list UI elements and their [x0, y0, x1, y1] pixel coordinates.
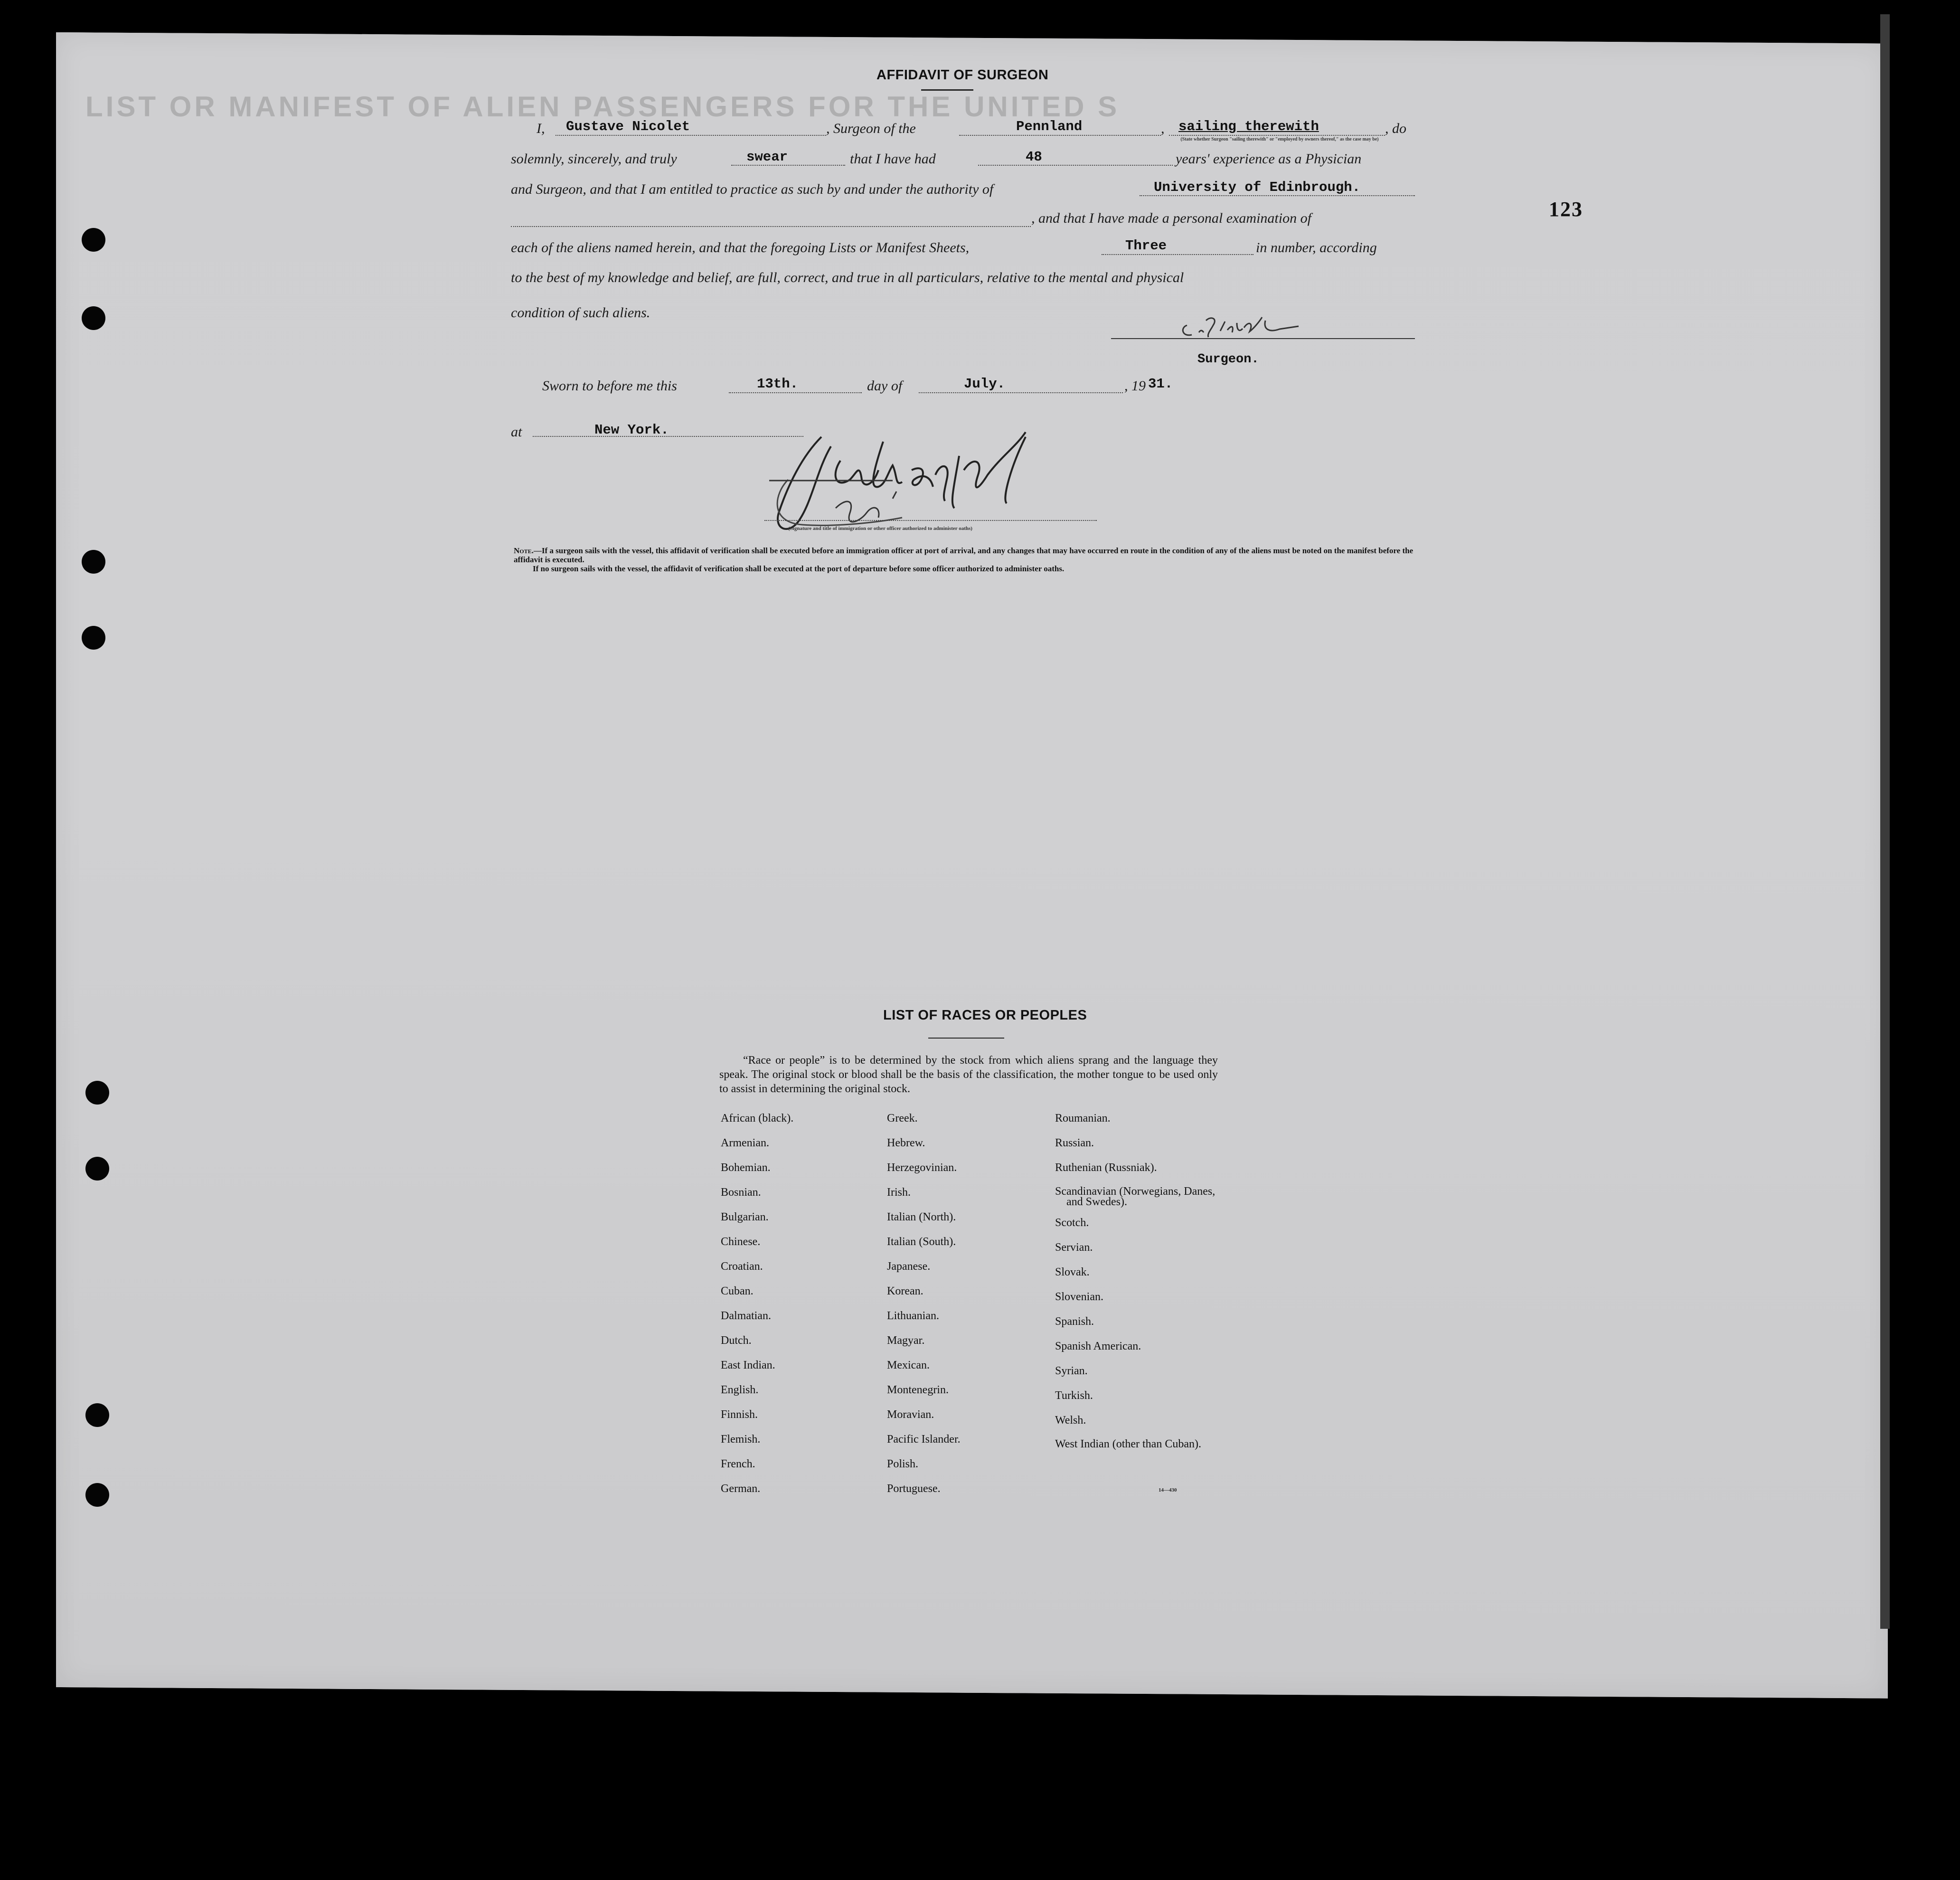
race-item: Turkish. [1055, 1389, 1093, 1402]
races-intro: “Race or people” is to be determined by the stock from which aliens sprang and the language they speak. The original stock or blood shall be the basis of the classification, the mother tongue to be used only to assist in determining the original stock. [719, 1054, 1218, 1095]
fill-line [1102, 254, 1253, 255]
surgeon-name-field: Gustave Nicolet [566, 119, 690, 134]
note-text-2: If no surgeon sails with the vessel, the affidavit of verification shall be executed at the port of departure before some officer authorized to administer oaths. [533, 564, 1065, 573]
races-title: LIST OF RACES OR PEOPLES [883, 1008, 1087, 1023]
race-item: Herzegovinian. [887, 1162, 957, 1174]
affidavit-text: solemnly, sincerely, and truly [511, 151, 677, 167]
fill-line [556, 135, 826, 136]
race-item: Syrian. [1055, 1365, 1088, 1377]
race-item: English. [721, 1384, 759, 1396]
race-item: Scotch. [1055, 1217, 1089, 1229]
fill-line [731, 165, 845, 166]
race-item: Chinese. [721, 1236, 761, 1248]
affidavit-text: , 19 [1124, 378, 1146, 394]
affidavit-text: , do [1385, 121, 1406, 136]
note-text-1: —If a surgeon sails with the vessel, this affidavit of verification shall be executed before an immigration officer at port of arrival, and any changes that may have occurred en route in the condition of any of the aliens must be noted on the manifest before the affidavit is executed. [514, 546, 1413, 564]
sworn-year-field: 31. [1148, 376, 1173, 392]
race-item: Magyar. [887, 1334, 925, 1347]
punch-hole [85, 1081, 109, 1105]
race-item: Pacific Islander. [887, 1433, 961, 1445]
race-item: German. [721, 1483, 761, 1495]
race-item: Polish. [887, 1458, 919, 1470]
race-item: Montenegrin. [887, 1384, 949, 1396]
affidavit-text: I, [537, 121, 545, 136]
race-item: Mexican. [887, 1359, 930, 1371]
oath-type-field: swear [746, 149, 788, 165]
sworn-day-field: 13th. [757, 376, 799, 392]
race-item: Armenian. [721, 1137, 769, 1149]
races-column-2 [887, 1112, 961, 1507]
punch-hole [85, 1403, 109, 1427]
years-experience-field: 48 [1026, 149, 1042, 165]
race-item: Slovak. [1055, 1266, 1090, 1278]
race-item: Croatian. [721, 1260, 763, 1273]
fill-line [959, 135, 1161, 136]
fill-line [978, 165, 1173, 166]
race-item: Servian. [1055, 1241, 1093, 1254]
race-item: Dalmatian. [721, 1310, 771, 1322]
punch-hole [82, 626, 105, 650]
affidavit-text: condition of such aliens. [511, 305, 650, 321]
race-item: Russian. [1055, 1137, 1094, 1149]
races-title-rule [928, 1038, 1004, 1039]
punch-hole [82, 306, 105, 330]
races-column-3 [1055, 1112, 1228, 1459]
surgeon-signature [1178, 311, 1320, 349]
bleed-through-text: LIST OR MANIFEST OF ALIEN PASSENGERS FOR THE UNITED S [85, 91, 1120, 123]
fill-line [919, 392, 1123, 393]
race-item: Spanish American. [1055, 1340, 1141, 1352]
affidavit-text: years' experience as a Physician [1176, 151, 1362, 167]
race-item: Korean. [887, 1285, 923, 1297]
affidavit-text: Sworn to before me this [542, 378, 677, 394]
surgeon-label: Surgeon. [1197, 352, 1259, 367]
affidavit-text: to the best of my knowledge and belief, are full, correct, and true in all particulars, relative to the mental and physical [511, 270, 1184, 285]
sheets-count-field: Three [1125, 238, 1167, 254]
affidavit-title: AFFIDAVIT OF SURGEON [876, 67, 1049, 83]
surgeon-status-field: sailing therewith [1178, 119, 1319, 134]
affidavit-title-rule [921, 89, 973, 91]
sworn-month-field: July. [964, 376, 1006, 392]
note-label: Note. [514, 546, 534, 555]
officer-signature-line [764, 520, 1097, 521]
race-item: Greek. [887, 1112, 918, 1124]
affidavit-text: each of the aliens named herein, and that the foregoing Lists or Manifest Sheets, [511, 240, 970, 255]
races-column-1 [721, 1112, 793, 1507]
punch-hole [82, 228, 105, 252]
race-item: Hebrew. [887, 1137, 925, 1149]
race-item: Italian (South). [887, 1236, 956, 1248]
race-item: Japanese. [887, 1260, 931, 1273]
fill-line [1169, 135, 1385, 136]
race-item: Finnish. [721, 1408, 758, 1421]
race-item: Bosnian. [721, 1186, 761, 1199]
affidavit-text: that I have had [850, 151, 936, 167]
status-hint: (State whether Surgeon "sailing therewith" or "employed by owners thereof," as the case may be) [1180, 137, 1379, 142]
sworn-place-field: New York. [594, 422, 669, 438]
race-item: West Indian (other than Cuban). [1055, 1438, 1201, 1450]
affidavit-text: day of [867, 378, 903, 394]
fill-line [1140, 195, 1415, 196]
race-item: Roumanian. [1055, 1112, 1111, 1124]
affidavit-note [514, 546, 1416, 573]
race-item: Spanish. [1055, 1315, 1094, 1328]
punch-hole [85, 1157, 109, 1181]
race-item: African (black). [721, 1112, 794, 1124]
affidavit-text: , and that I have made a personal examination of [1031, 210, 1311, 226]
race-item: Flemish. [721, 1433, 761, 1445]
race-item: Ruthenian (Russniak). [1055, 1162, 1157, 1174]
race-item: Slovenian. [1055, 1291, 1103, 1303]
authority-field: University of Edinbrough. [1154, 179, 1361, 195]
punch-hole [85, 1483, 109, 1507]
page-edge [1880, 14, 1890, 1629]
punch-hole [82, 550, 105, 574]
race-item: Welsh. [1055, 1414, 1086, 1427]
affidavit-text: in number, according [1256, 240, 1377, 255]
affidavit-text: , [1161, 121, 1165, 136]
race-item: Scandinavian (Norwegians, Danes, and Swedes). [1055, 1185, 1216, 1208]
race-item: French. [721, 1458, 755, 1470]
affidavit-text: and Surgeon, and that I am entitled to practice as such by and under the authority of [511, 181, 994, 197]
race-item: East Indian. [721, 1359, 775, 1371]
page-number: 123 [1549, 198, 1583, 221]
race-item: Moravian. [887, 1408, 934, 1421]
officer-signature [760, 427, 1140, 541]
race-item: Bulgarian. [721, 1211, 769, 1223]
form-number: 14—430 [1159, 1487, 1177, 1493]
fill-line [511, 226, 1031, 227]
race-item: Dutch. [721, 1334, 752, 1347]
race-item: Portuguese. [887, 1483, 941, 1495]
race-item: Cuban. [721, 1285, 754, 1297]
surgeon-signature-line [1111, 338, 1415, 339]
vessel-field: Pennland [1016, 119, 1083, 134]
fill-line [729, 392, 862, 393]
race-item: Italian (North). [887, 1211, 956, 1223]
officer-caption: (Signature and title of immigration or other officer authorized to administer oaths) [788, 526, 972, 531]
race-item: Bohemian. [721, 1162, 771, 1174]
affidavit-text: at [511, 424, 522, 440]
race-item: Irish. [887, 1186, 911, 1199]
race-item: Lithuanian. [887, 1310, 939, 1322]
affidavit-text: , Surgeon of the [826, 121, 916, 136]
